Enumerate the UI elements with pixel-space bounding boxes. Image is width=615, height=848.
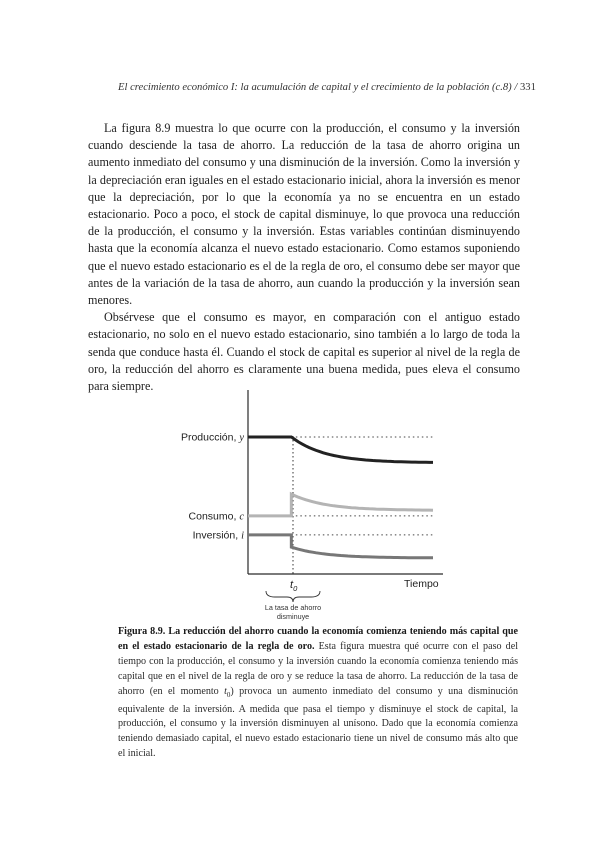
t0-letter: t [290,579,294,591]
series-label-0: Producción, y [180,431,244,444]
running-title: El crecimiento económico I: la acumulación de capital y el crecimiento de la población (c.8) [118,82,512,93]
caption-title: La reducción del ahorro cuando la economía comienza teniendo más capital que en el estado estacionario de la regla de oro. [118,626,519,652]
paragraph-1: La figura 8.9 muestra lo que ocurre con la producción, el consumo y la inversión cuando desciende la tasa de ahorro. La reducción de la tasa de ahorro origina un aumento inmediato del consumo y una disminución de la inversión. Como la inversión y la depreciación eran iguales en el estado estacionario inicial, ahora la inversión es menor que la depreciación, por lo que la economía ya no se encuentra en un estado estacionario. Poco a poco, el stock de capital disminuye, lo que provoca una reducción de la producción, el consumo y la inversión. Estas variables continúan disminuyendo hasta que la economía alcanza el nuevo estado estacionario. Como estamos suponiendo que el nuevo estado estacionario es el de la regla de oro, el consumo debe ser mayor que antes de la variación de la tasa de ahorro, aun cuando la producción y la inversión sean menores. [88,121,520,308]
body-text [88,120,520,395]
annotation-line-2: disminuye [276,612,310,621]
caption-text-1: Esta figura muestra qué ocurre con el paso del tiempo con la producción, el consumo y la inversión cuando la economía comienza teniendo más capital que en el nivel de la regla de oro y se reduce la tasa de ahorro. La reducción de la tasa de ahorro (en el momento [118,640,518,697]
series-label-1: Consumo, c [188,510,244,523]
paragraph-2: Obsérvese que el consumo es mayor, en comparación con el antiguo estado estacionario, no solo en el nuevo estado estacionario, sino también a lo largo de toda la senda que conduce hasta él. Cuando el stock de capital es superior al nivel de la regla de oro, la reducción del ahorro es claramente una buena medida, pues eleva el consumo para siempre. [88,310,520,394]
caption-t0: t [224,685,227,697]
t0-subscript: 0 [293,584,298,593]
annotation-line-1: La tasa de ahorro [264,603,322,612]
figure-caption [118,625,518,762]
t0-tick-label [290,579,298,593]
caption-text-2: ) provoca un aumento inmediato del consumo y una disminución equivalente de la inversión. A medida que pasa el tiempo y disminuye el stock de capital, la producción, el consumo y la inversión disminuyen al unísono. Dado que la economía comienza teniendo demasiado capital, el nuevo estado estacionario tiene un nivel de consumo más alto que el inicial. [118,685,518,760]
header-separator: / [514,82,518,93]
series-label-2: Inversión, i [192,529,244,542]
x-axis-label: Tiempo [404,578,439,590]
series-line-0 [248,437,433,462]
series-line-1 [248,494,433,516]
figure-8-9-chart [160,388,460,624]
caption-t0-sub: 0 [226,690,231,699]
caption-label: Figura 8.9. [118,626,166,637]
running-header [118,82,536,93]
series-line-2 [248,535,433,558]
page-number: 331 [519,82,536,93]
